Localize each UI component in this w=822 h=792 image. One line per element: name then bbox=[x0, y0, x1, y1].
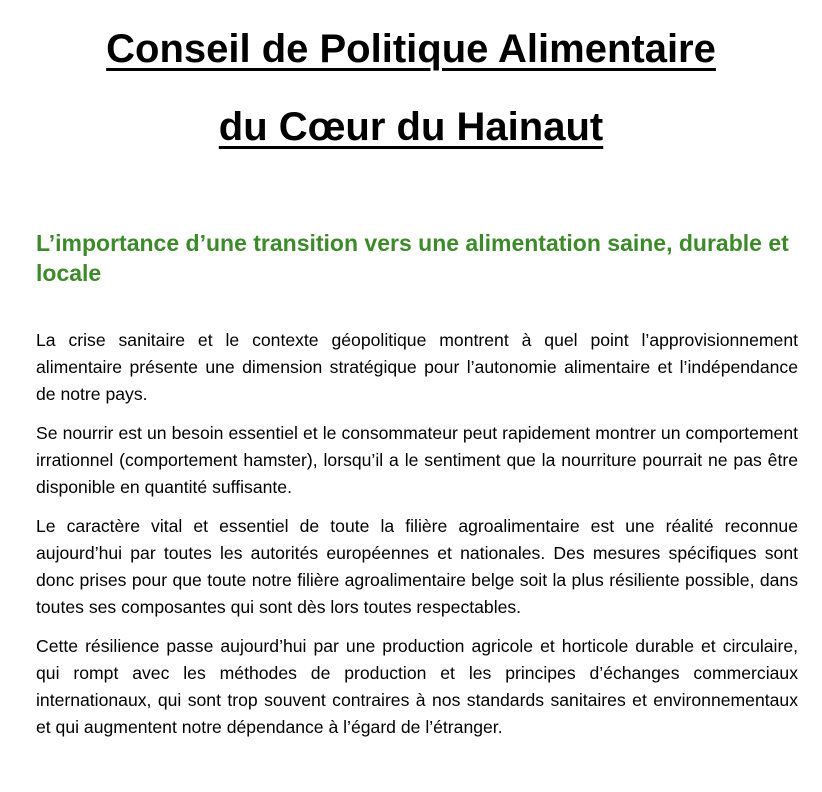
body-text bbox=[36, 327, 798, 753]
document-title-line-1: Conseil de Politique Alimentaire bbox=[106, 27, 716, 71]
paragraph-1: La crise sanitaire et le contexte géopolitique montrent à quel point l’approvisionnement alimentaire présente une dimension stratégique pour l’autonomie alimentaire et l’indépendance de notre pays. bbox=[36, 330, 798, 404]
paragraph-3: Le caractère vital et essentiel de toute la filière agroalimentaire est une réalité reconnue aujourd’hui par toutes les autorités européennes et nationales. Des mesures spécifiques sont donc prises pour que toute notre filière agroalimentaire belge soit la plus résiliente possible, dans toutes ses composantes qui sont dès lors toutes respectables. bbox=[36, 516, 798, 617]
document-title-line-2: du Cœur du Hainaut bbox=[218, 105, 604, 149]
paragraph-2: Se nourrir est un besoin essentiel et le consommateur peut rapidement montrer un comportement irrationnel (comportement hamster), lorsqu’il a le sentiment que la nourriture pourrait ne pas être disponible en quantité suffisante. bbox=[36, 423, 798, 497]
paragraph-4: Cette résilience passe aujourd’hui par une production agricole et horticole durable et circulaire, qui rompt avec les méthodes de production et les principes d’échanges commerciaux internationaux, qui sont trop souvent contraires à nos standards sanitaires et environnementaux et qui augmentent notre dépendance à l’égard de l’étranger. bbox=[36, 636, 798, 737]
section-subtitle: L’importance d’une transition vers une alimentation saine, durable et locale bbox=[36, 230, 789, 286]
